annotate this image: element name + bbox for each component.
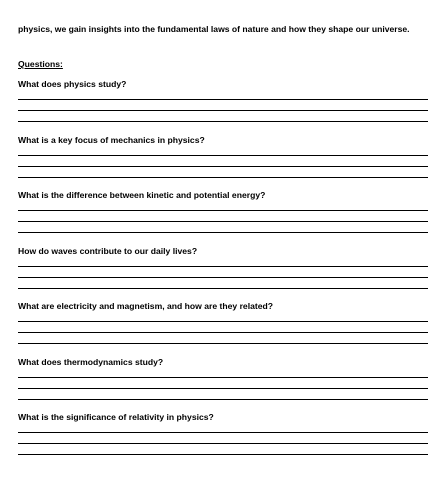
answer-line[interactable] bbox=[18, 399, 428, 400]
answer-line[interactable] bbox=[18, 288, 428, 289]
answer-line[interactable] bbox=[18, 266, 428, 267]
question-text-6: What does thermodynamics study? bbox=[18, 357, 164, 367]
question-block-7 bbox=[18, 412, 430, 422]
answer-line[interactable] bbox=[18, 99, 428, 100]
question-block-4 bbox=[18, 246, 430, 256]
answer-line[interactable] bbox=[18, 110, 428, 111]
answer-line[interactable] bbox=[18, 155, 428, 156]
answer-line[interactable] bbox=[18, 332, 428, 333]
question-text-7: What is the significance of relativity in physics? bbox=[18, 412, 214, 422]
answer-line[interactable] bbox=[18, 221, 428, 222]
question-text-2: What is a key focus of mechanics in physics? bbox=[18, 135, 205, 145]
answer-line[interactable] bbox=[18, 454, 428, 455]
question-text-3: What is the difference between kinetic and potential energy? bbox=[18, 190, 266, 200]
answer-line[interactable] bbox=[18, 432, 428, 433]
answer-line[interactable] bbox=[18, 121, 428, 122]
question-block-3 bbox=[18, 190, 430, 200]
questions-heading: Questions: bbox=[18, 59, 63, 69]
answer-line[interactable] bbox=[18, 377, 428, 378]
answer-line[interactable] bbox=[18, 177, 428, 178]
answer-line[interactable] bbox=[18, 210, 428, 211]
answer-line[interactable] bbox=[18, 321, 428, 322]
question-text-1: What does physics study? bbox=[18, 79, 127, 89]
question-block-5 bbox=[18, 301, 430, 311]
answer-line[interactable] bbox=[18, 343, 428, 344]
question-text-4: How do waves contribute to our daily lives? bbox=[18, 246, 198, 256]
question-block-6 bbox=[18, 357, 430, 367]
answer-line[interactable] bbox=[18, 232, 428, 233]
intro-paragraph: physics, we gain insights into the fundamental laws of nature and how they shape our universe. bbox=[18, 24, 410, 34]
question-block-2 bbox=[18, 135, 430, 145]
answer-line[interactable] bbox=[18, 443, 428, 444]
question-text-5: What are electricity and magnetism, and how are they related? bbox=[18, 301, 274, 311]
answer-line[interactable] bbox=[18, 277, 428, 278]
worksheet-page bbox=[18, 24, 430, 422]
answer-line[interactable] bbox=[18, 166, 428, 167]
answer-line[interactable] bbox=[18, 388, 428, 389]
question-block-1 bbox=[18, 79, 430, 89]
